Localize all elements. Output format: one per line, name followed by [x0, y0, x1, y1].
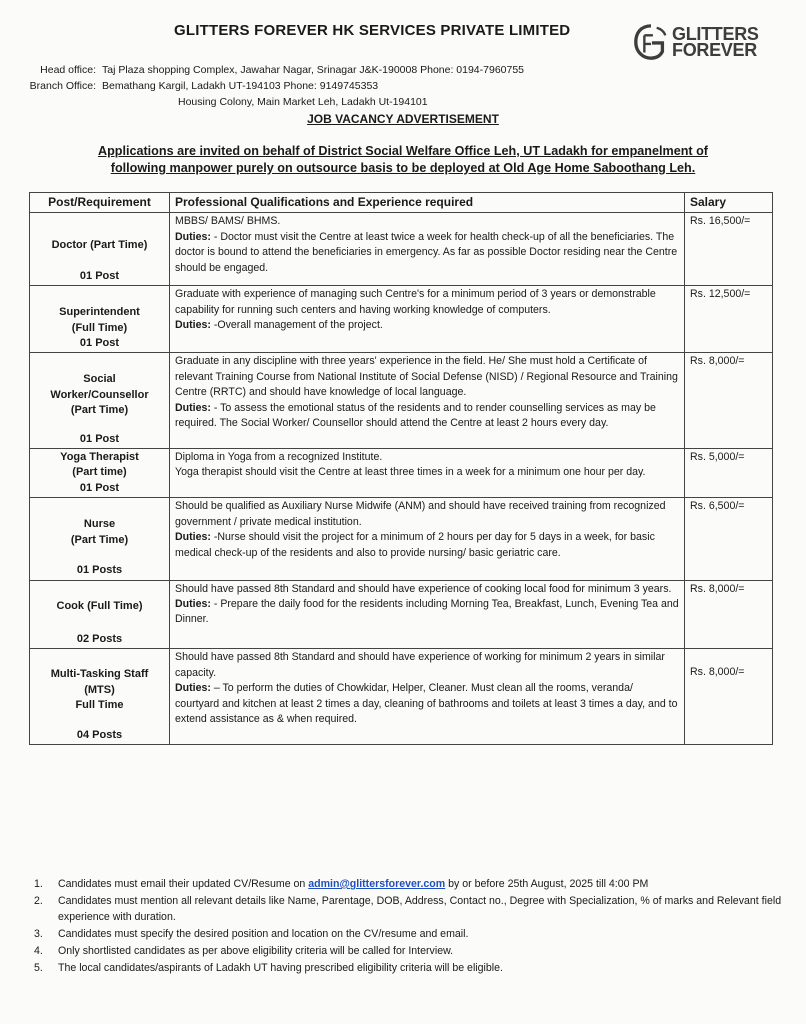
salary-value: Rs. 8,000/=	[690, 666, 745, 679]
qualification-text: Diploma in Yoga from a recognized Institute.	[175, 451, 383, 464]
duties-label: Duties:	[175, 597, 211, 610]
qualification-cell	[170, 353, 685, 449]
post-count: 01 Post	[79, 337, 120, 350]
post-cell	[30, 649, 170, 745]
table-row	[30, 580, 773, 649]
post-cell	[30, 449, 170, 498]
salary-cell: Rs. 6,500/=	[685, 498, 773, 580]
logo-line-2: FOREVER	[672, 40, 757, 60]
table-row	[30, 213, 773, 286]
list-number: 3.	[34, 928, 43, 940]
intro-paragraph	[40, 143, 766, 177]
post-count: 04 Posts	[76, 728, 123, 741]
branch-office-line-2: Housing Colony, Main Market Leh, Ladakh Ut-194101	[178, 96, 428, 108]
company-logo	[632, 20, 782, 64]
post-name: Superintendent	[59, 306, 140, 319]
post-type: (Part time)	[72, 466, 127, 479]
qualification-text: Should have passed 8th Standard and should have experience of cooking local food for minimum 3 years.	[175, 582, 672, 595]
duties-description: - Doctor must visit the Centre at least twice a week for health check-up of all the beneficiaries. The doctor is bound to attend the beneficiaries in emergency. As far as possible Doctor residing near the Centre should be engaged.	[175, 230, 678, 274]
post-name: Social	[83, 373, 116, 386]
table-header-row	[30, 193, 773, 213]
note-text-end: by or before 25th August, 2025 till 4:00 PM	[445, 878, 649, 890]
salary-cell: Rs. 16,500/=	[685, 213, 773, 286]
qualification-cell	[170, 580, 685, 649]
post-cell	[30, 213, 170, 286]
post-name-line-2: Worker/Counsellor	[50, 388, 149, 401]
post-cell	[30, 353, 170, 449]
duties-description: - To assess the emotional status of the residents and to render counselling services as may be required. The Social Worker/ Counsellor should attend the Centre at least 2 hours every day.	[175, 401, 656, 430]
qualification-cell	[170, 449, 685, 498]
intro-line-2: following manpower purely on outsource basis to be deployed at Old Age Home Saboothang Leh.	[110, 161, 696, 175]
duties-label: Duties:	[175, 682, 211, 695]
table-row	[30, 649, 773, 745]
email-link[interactable]: admin@glittersforever.com	[308, 878, 446, 890]
duties-text	[175, 597, 679, 628]
duties-label: Duties:	[175, 319, 211, 332]
list-item	[34, 893, 784, 925]
salary-cell: Rs. 8,000/=	[685, 580, 773, 649]
duties-description: -Overall management of the project.	[210, 319, 383, 332]
head-office-label: Head office:	[40, 64, 96, 76]
post-name: Doctor (Part Time)	[51, 239, 148, 252]
duties-text	[175, 681, 679, 727]
list-number: 5.	[34, 962, 43, 974]
post-count: 01 Post	[79, 269, 120, 282]
post-type: (Part Time)	[70, 533, 129, 546]
qualification-cell	[170, 498, 685, 580]
company-name: GLITTERS FOREVER HK SERVICES PRIVATE LIMITED	[174, 22, 571, 39]
header-post: Post/Requirement	[30, 193, 170, 213]
post-type: Full Time	[75, 699, 124, 712]
post-count: 01 Post	[79, 432, 120, 445]
post-cell	[30, 580, 170, 649]
duties-label: Duties:	[175, 230, 211, 243]
salary-cell	[685, 649, 773, 745]
branch-office-address	[20, 79, 378, 94]
duties-label: Duties:	[175, 531, 211, 544]
duties-text	[175, 530, 679, 561]
qualification-text: Should be qualified as Auxiliary Nurse Midwife (ANM) and should have received training from recognized government / private medical institution.	[175, 500, 666, 528]
table-row	[30, 353, 773, 449]
list-item	[34, 960, 784, 976]
salary-cell: Rs. 8,000/=	[685, 353, 773, 449]
duties-text	[175, 230, 679, 276]
duties-description: – To perform the duties of Chowkidar, Helper, Cleaner. Must clean all the rooms, veranda/ courtyard and kitchen at least 2 times a day, cleaning of bathrooms and toilets at least 3 times a day, and to extend assistance as & when required.	[175, 682, 678, 725]
note-text: Candidates must specify the desired position and location on the CV/resume and email.	[58, 928, 469, 940]
post-name: Cook (Full Time)	[56, 599, 143, 612]
list-number: 2.	[34, 895, 43, 907]
post-name: Multi-Tasking Staff	[50, 668, 149, 681]
header-qualifications: Professional Qualifications and Experience required	[170, 193, 685, 213]
post-name-line-2: (MTS)	[84, 683, 115, 696]
branch-office-line-1: Bemathang Kargil, Ladakh UT-194103 Phone: 9149745353	[102, 80, 379, 92]
post-count: 01 Posts	[76, 564, 123, 577]
list-number: 1.	[34, 878, 43, 890]
post-count: 02 Posts	[76, 632, 123, 645]
note-text: Only shortlisted candidates as per above eligibility criteria will be called for Interview.	[58, 945, 454, 957]
qualification-cell	[170, 213, 685, 286]
duties-text	[175, 401, 679, 432]
list-item	[34, 943, 784, 959]
note-text: Candidates must email their updated CV/Resume on	[58, 878, 309, 890]
intro-line-1: Applications are invited on behalf of District Social Welfare Office Leh, UT Ladakh for empanelment of	[98, 144, 708, 158]
table-row	[30, 498, 773, 580]
table-row	[30, 286, 773, 353]
post-type: (Part Time)	[70, 404, 129, 417]
glitters-forever-logo-icon	[632, 22, 670, 62]
salary-cell: Rs. 5,000/=	[685, 449, 773, 498]
list-number: 4.	[34, 945, 43, 957]
qualification-cell	[170, 286, 685, 353]
duties-description: - Prepare the daily food for the residents including Morning Tea, Breakfast, Lunch, Evening Tea and Dinner.	[175, 597, 679, 626]
duties-label: Duties:	[175, 401, 211, 414]
duties-description: -Nurse should visit the project for a minimum of 2 hours per day for 5 days in a week, for basic medical check-up of the residents and also to provide nursing/ basic geriatric care.	[175, 531, 655, 559]
header-salary: Salary	[685, 193, 773, 213]
post-cell	[30, 498, 170, 580]
list-item	[34, 876, 784, 892]
note-text: The local candidates/aspirants of Ladakh UT having prescribed eligibility criteria will be eligible.	[58, 962, 503, 974]
table-row	[30, 449, 773, 498]
salary-cell: Rs. 12,500/=	[685, 286, 773, 353]
branch-office-label: Branch Office:	[29, 80, 96, 92]
post-type: (Full Time)	[71, 321, 128, 334]
post-name: Yoga Therapist	[60, 451, 139, 464]
qualification-text: Graduate in any discipline with three years' experience in the field. He/ She must hold a Certificate of relevant Training Course from National Institute of Social Defense (NISD) / Regional Resource and Training Centre (RRTC) and should have knowledge of local language.	[175, 355, 678, 399]
qualification-text: MBBS/ BAMS/ BHMS.	[175, 215, 281, 228]
logo-line-1: GLITTERS	[672, 24, 759, 44]
qualification-text: Graduate with experience of managing such Centre's for a minimum period of 3 years or demonstrable capability for running such centers and having working knowledge of computers.	[175, 288, 656, 316]
job-vacancy-heading: JOB VACANCY ADVERTISEMENT	[307, 112, 499, 126]
note-text: Candidates must mention all relevant details like Name, Parentage, DOB, Address, Contact no., Degree with Specialization, % of marks and Relevant field experience with duration.	[58, 895, 782, 923]
post-count: 01 Post	[79, 481, 120, 494]
head-office-address	[20, 63, 524, 78]
qualification-text: Should have passed 8th Standard and should have experience of working for minimum 2 years in similar capacity.	[175, 651, 665, 679]
post-name: Nurse	[83, 518, 116, 531]
post-cell	[30, 286, 170, 353]
vacancy-table	[29, 192, 773, 745]
head-office-text: Taj Plaza shopping Complex, Jawahar Nagar, Srinagar J&K-190008 Phone: 0194-7960755	[102, 64, 525, 76]
instructions-list	[34, 876, 784, 977]
qualification-cell	[170, 649, 685, 745]
qualification-text-2: Yoga therapist should visit the Centre at least three times in a week for a minimum one hour per day.	[175, 466, 646, 479]
duties-text	[175, 318, 679, 333]
list-item	[34, 926, 784, 942]
